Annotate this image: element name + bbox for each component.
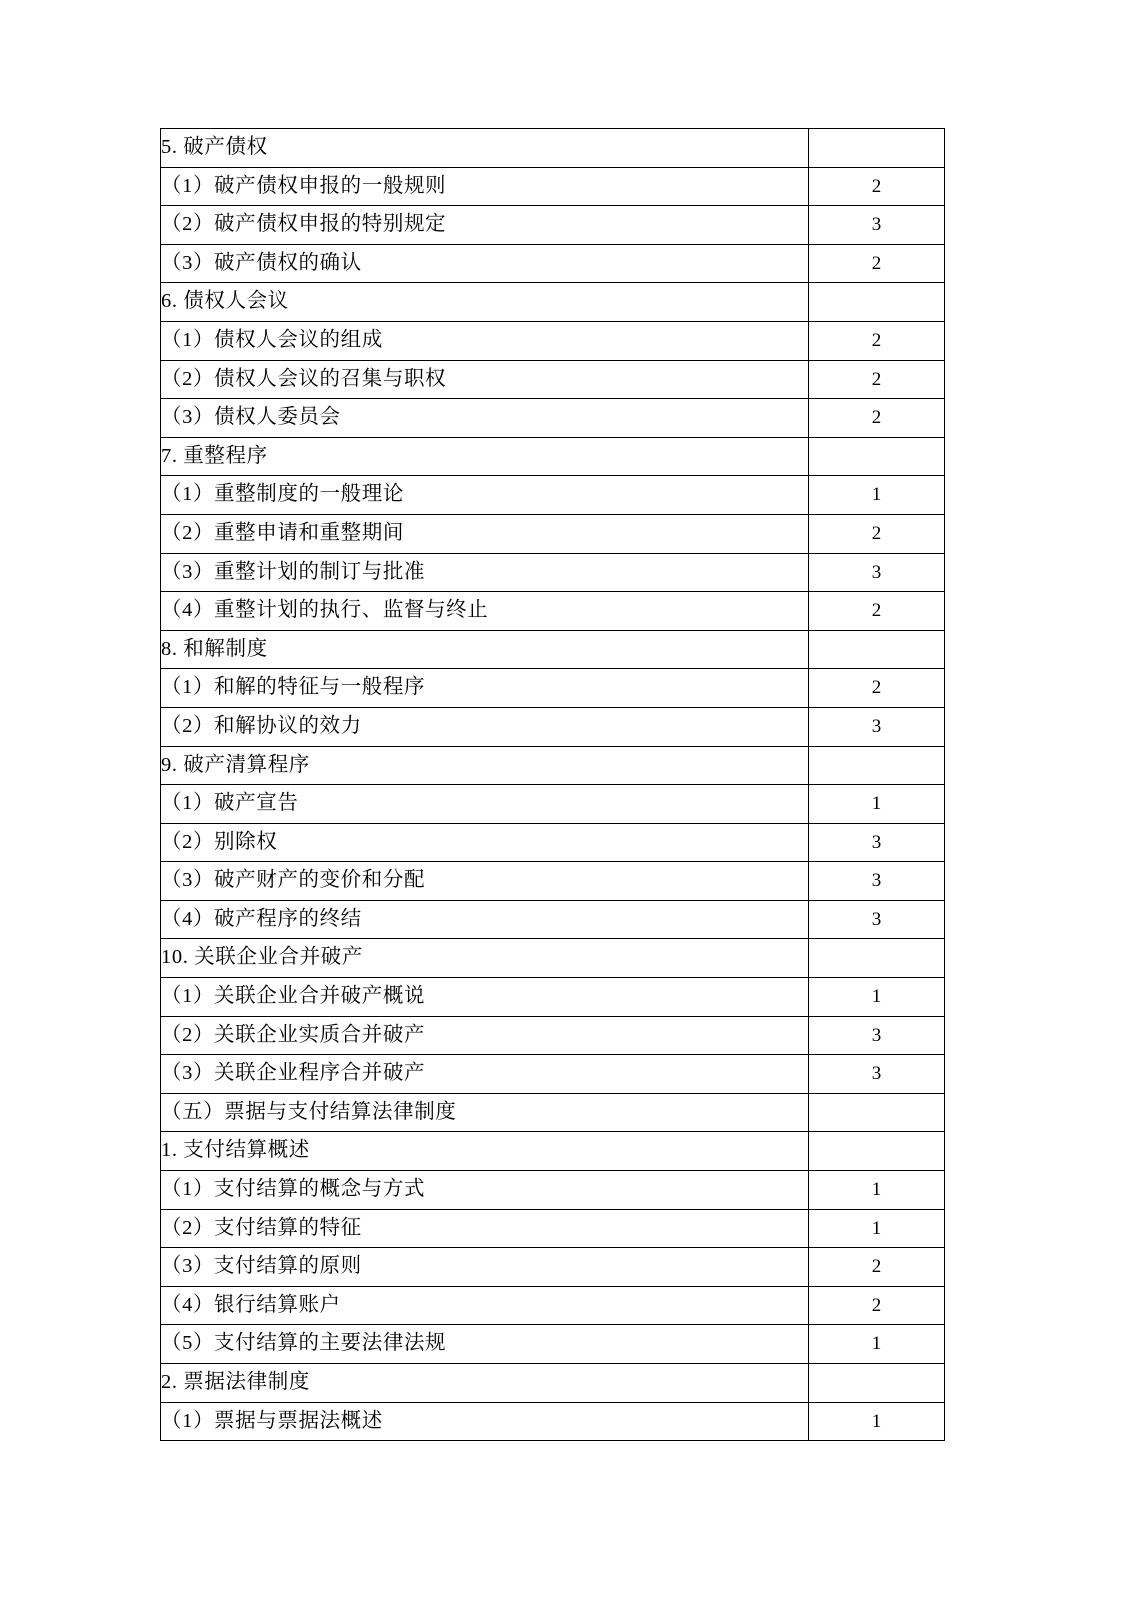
topic-title-cell: （2）别除权 xyxy=(161,823,809,862)
table-row xyxy=(161,206,945,245)
table-row xyxy=(161,669,945,708)
table-row xyxy=(161,592,945,631)
topic-title-cell: （五）票据与支付结算法律制度 xyxy=(161,1093,809,1132)
topic-score-cell: 3 xyxy=(809,900,945,939)
topic-score-cell: 2 xyxy=(809,669,945,708)
table-row xyxy=(161,129,945,168)
topic-title-cell: 2. 票据法律制度 xyxy=(161,1364,809,1403)
table-row xyxy=(161,1132,945,1171)
table-row xyxy=(161,167,945,206)
topic-score-cell xyxy=(809,129,945,168)
topic-score-cell: 1 xyxy=(809,1402,945,1441)
topic-title-cell: （3）破产债权的确认 xyxy=(161,244,809,283)
table-row xyxy=(161,746,945,785)
topic-score-cell: 1 xyxy=(809,1171,945,1210)
topic-title-cell: （3）支付结算的原则 xyxy=(161,1248,809,1287)
table-row xyxy=(161,1402,945,1441)
table-row xyxy=(161,1093,945,1132)
table-row xyxy=(161,1286,945,1325)
table-row xyxy=(161,900,945,939)
topic-score-cell: 3 xyxy=(809,1016,945,1055)
topic-score-cell xyxy=(809,1364,945,1403)
table-row xyxy=(161,244,945,283)
table-row xyxy=(161,283,945,322)
topic-title-cell: （1）破产宣告 xyxy=(161,785,809,824)
topic-score-cell: 3 xyxy=(809,1055,945,1094)
topic-score-cell: 1 xyxy=(809,978,945,1017)
topic-title-cell: （3）债权人委员会 xyxy=(161,399,809,438)
table-row xyxy=(161,321,945,360)
topic-title-cell: 9. 破产清算程序 xyxy=(161,746,809,785)
topic-score-cell xyxy=(809,437,945,476)
topic-score-cell: 3 xyxy=(809,707,945,746)
table-row xyxy=(161,939,945,978)
topic-score-cell: 2 xyxy=(809,1286,945,1325)
topic-score-cell: 3 xyxy=(809,553,945,592)
table-row xyxy=(161,978,945,1017)
table-row xyxy=(161,862,945,901)
topic-title-cell: （4）破产程序的终结 xyxy=(161,900,809,939)
table-row xyxy=(161,630,945,669)
topic-title-cell: （1）关联企业合并破产概说 xyxy=(161,978,809,1017)
topic-score-cell: 1 xyxy=(809,1325,945,1364)
topic-title-cell: （3）破产财产的变价和分配 xyxy=(161,862,809,901)
topic-score-cell: 1 xyxy=(809,476,945,515)
topic-title-cell: （1）债权人会议的组成 xyxy=(161,321,809,360)
topic-title-cell: 7. 重整程序 xyxy=(161,437,809,476)
topic-title-cell: （1）支付结算的概念与方式 xyxy=(161,1171,809,1210)
topic-score-cell: 2 xyxy=(809,514,945,553)
topic-score-cell: 2 xyxy=(809,360,945,399)
topic-title-cell: （4）重整计划的执行、监督与终止 xyxy=(161,592,809,631)
topic-score-cell: 1 xyxy=(809,785,945,824)
table-row xyxy=(161,476,945,515)
topic-score-cell: 2 xyxy=(809,244,945,283)
topic-title-cell: （1）票据与票据法概述 xyxy=(161,1402,809,1441)
table-row xyxy=(161,360,945,399)
table-row xyxy=(161,553,945,592)
topic-score-cell xyxy=(809,1132,945,1171)
topic-title-cell: （4）银行结算账户 xyxy=(161,1286,809,1325)
topic-title-cell: （1）重整制度的一般理论 xyxy=(161,476,809,515)
topic-title-cell: （2）关联企业实质合并破产 xyxy=(161,1016,809,1055)
table-row xyxy=(161,1325,945,1364)
table-body xyxy=(161,129,945,1441)
table-row xyxy=(161,785,945,824)
topic-score-cell: 3 xyxy=(809,862,945,901)
topic-title-cell: 8. 和解制度 xyxy=(161,630,809,669)
table-row xyxy=(161,1055,945,1094)
topic-title-cell: （5）支付结算的主要法律法规 xyxy=(161,1325,809,1364)
topic-score-cell: 3 xyxy=(809,823,945,862)
table-row xyxy=(161,1209,945,1248)
topic-score-cell xyxy=(809,283,945,322)
topic-title-cell: （2）债权人会议的召集与职权 xyxy=(161,360,809,399)
table-row xyxy=(161,1364,945,1403)
topic-title-cell: （3）重整计划的制订与批准 xyxy=(161,553,809,592)
topic-title-cell: （1）破产债权申报的一般规则 xyxy=(161,167,809,206)
topic-title-cell: （2）和解协议的效力 xyxy=(161,707,809,746)
topic-title-cell: （3）关联企业程序合并破产 xyxy=(161,1055,809,1094)
table-row xyxy=(161,823,945,862)
topic-score-cell: 2 xyxy=(809,1248,945,1287)
topic-title-cell: （2）支付结算的特征 xyxy=(161,1209,809,1248)
topic-score-cell xyxy=(809,1093,945,1132)
topic-score-cell xyxy=(809,939,945,978)
topic-score-cell: 2 xyxy=(809,321,945,360)
table-row xyxy=(161,1248,945,1287)
topic-title-cell: 5. 破产债权 xyxy=(161,129,809,168)
table-row xyxy=(161,1171,945,1210)
table-row xyxy=(161,707,945,746)
topic-title-cell: 1. 支付结算概述 xyxy=(161,1132,809,1171)
table-row xyxy=(161,514,945,553)
topic-score-cell: 1 xyxy=(809,1209,945,1248)
table-row xyxy=(161,1016,945,1055)
topic-title-cell: 10. 关联企业合并破产 xyxy=(161,939,809,978)
topic-title-cell: （2）重整申请和重整期间 xyxy=(161,514,809,553)
topic-score-cell: 2 xyxy=(809,167,945,206)
topic-score-cell: 2 xyxy=(809,399,945,438)
topic-score-cell: 3 xyxy=(809,206,945,245)
topic-title-cell: （1）和解的特征与一般程序 xyxy=(161,669,809,708)
topic-title-cell: 6. 债权人会议 xyxy=(161,283,809,322)
topic-score-cell xyxy=(809,630,945,669)
topic-score-cell: 2 xyxy=(809,592,945,631)
topic-score-cell xyxy=(809,746,945,785)
topic-title-cell: （2）破产债权申报的特别规定 xyxy=(161,206,809,245)
table-row xyxy=(161,437,945,476)
syllabus-table xyxy=(160,128,945,1441)
table-row xyxy=(161,399,945,438)
